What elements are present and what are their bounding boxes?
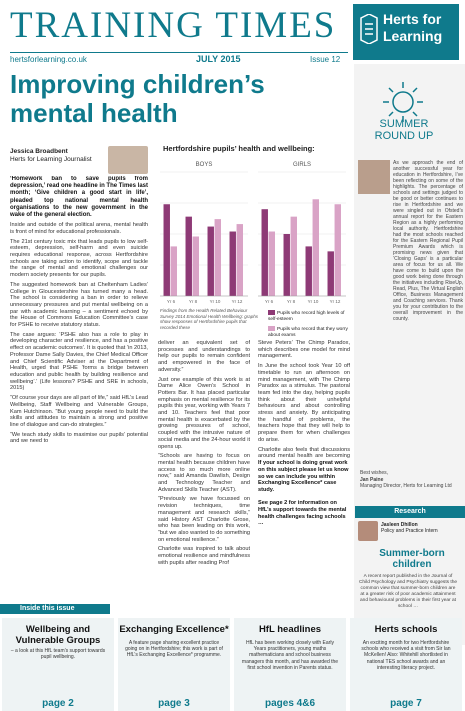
promo-exchanging-excellence[interactable]: Exchanging Excellence* A feature page sharing excellent practice going on in Hertfordshire; this work is part of HfL’s Exchanging Excellence* programme. page 3 (118, 618, 230, 711)
paragraph: Charlotte also feels that discussions around mental health are becoming (258, 446, 350, 458)
promo-page-number[interactable]: page 2 (42, 698, 74, 709)
research-heading: Summer-born children (379, 548, 445, 570)
promo-page-number[interactable]: page 3 (158, 698, 190, 709)
promo-herts-schools[interactable]: Herts schools An exciting month for two Hertfordshire schools who received a visit from Sir Ian McKellen! Also: Whitehill shortlisted in national TES school awards and an interesting literacy project. page 7 (350, 618, 462, 711)
author-role: Herts for Learning Journalist (10, 156, 92, 163)
research-bar: Research (355, 506, 465, 518)
article-column-2 (158, 340, 250, 602)
chart-bar (262, 209, 268, 296)
chart-bar (328, 251, 334, 296)
summer-roundup-heading: SUMMER ROUND UP (374, 118, 434, 142)
article-lead: ‘Homework ban to save pupils from depression,’ read one headline in The Times last month; ‘Give children a good start in life’, pleaded top national mental health organisations to the new government in the wake of the general election. (10, 176, 148, 219)
paragraph: “Of course your days are all part of life,” said HfL’s Lead Wellbeing, Staff Wellbeing and Vulnerable Groups, Kam Hutchinson. “But young people need to build the skills and attitudes to maintain a strong and positive line of dialogue and can-do strategies.” (10, 395, 148, 428)
chart-bar (164, 204, 170, 296)
paragraph: The 21st century toxic mix that leads pupils to low self-esteem, depression, self-harm and even suicide requires educational response, across Hertfordshire schools are taking action to identify, scope and tackle the range of mental and emotional challenges our modern society presents for our pupils. (10, 238, 148, 279)
chart-panel-label: GIRLS (292, 162, 312, 168)
wellbeing-bar-chart (156, 158, 350, 308)
chart-bar (208, 227, 214, 296)
chart-legend (268, 310, 352, 339)
chart-bar (335, 204, 341, 296)
masthead-rule (10, 52, 348, 53)
chart-tick-label: Yr 8 (188, 299, 198, 304)
chart-bar (230, 232, 236, 296)
chart-title: Hertfordshire pupils’ health and wellbeing: (163, 144, 315, 153)
chart-tick-label: Yr 12 (231, 299, 243, 304)
chart-tick-label: Yr 6 (166, 299, 176, 304)
newsletter-title: TRAINING TIMES (10, 5, 337, 46)
chart-bar (269, 232, 275, 296)
paragraph: “Schools are having to focus on mental health because children have access to so much more online now,” said Amanda Dawlish, Design and Technology Teacher and Advanced Skills Teacher (AST). (158, 453, 250, 493)
research-byline: Jasleen Dhillon Policy and Practice Intern (381, 522, 438, 534)
chart-bar (291, 217, 297, 296)
chart-bar (313, 199, 319, 296)
summer-roundup-body: As we approach the end of another successful year for education in Hertfordshire, I’ve been reflecting on some of the highlights. The percentage of schools and settings judged to be good or better continues to rise in Hertfordshire and we were singled out in Ofsted’s annual report for the Eastern Region as a highly performing local authority. Hertfordshire had the most schools reached for the Eastern Regional Pupil Premium Awards which is promising news given that ‘Closing Gaps’ is a particular area of focus for us all. We have come to build upon the good work being done through the initiatives including RiseUp, Read, Plus, The Virtual English Office, Business Management and Coaching services. Thank you for your contribution to the overall improvement in the county. (393, 160, 463, 322)
callout-text: See page 2 for information on HfL’s support towards the mental health challenges facing schools … (258, 499, 347, 527)
article-headline: Improving children’s mental health (10, 69, 265, 128)
chart-tick-label: Yr 10 (307, 299, 319, 304)
chart-tick-label: Yr 10 (209, 299, 221, 304)
research-body: A recent report published in the Journal of Child Psychology and Psychiatry suggests the common view that summer-born children are at a greater risk of poor academic attainment and behavioural problems in their first year at school … (358, 574, 458, 609)
author-photo (108, 146, 148, 174)
chart-bar (186, 217, 192, 296)
summer-roundup-signoff: Best wishes, Jan Paine Managing Director, Herts for Learning Ltd (360, 470, 455, 490)
chart-bar (171, 246, 177, 296)
chart-bar (215, 219, 221, 296)
research-author-photo (358, 521, 378, 541)
chart-note: Findings from the Health Related Behaviour Survey 2014 Emotional Health Wellbeing: graphs show responses of Hertfordshire pupils that recorded these (160, 308, 258, 330)
paragraph: Charlotte was inspired to talk about emotional resilience and mindfulness with pupils after reading Prof (158, 546, 250, 566)
article-column-3 (258, 340, 350, 458)
paragraph: “We teach study skills to maximise our pupils’ potential and we need to (10, 431, 148, 445)
legend-item: Pupils who record high levels of self-esteem (268, 310, 345, 322)
logo-mark-icon (359, 14, 379, 44)
herts-for-learning-logo[interactable] (353, 4, 459, 60)
paragraph: Just one example of this work is at Dame Alice Owen’s School in Potters Bar. It has placed particular emphasis on mental resilience for its pupils this year, working with Years 7 and 10. Teachers feel that poor mental health is exacerbated by the growing pressures of school, coupled with the intrusive nature of social media and the 24-hour world it opens up. (158, 376, 250, 450)
paragraph: Inside and outside of the political arena, mental health is front of mind for educational professionals. (10, 222, 148, 235)
signatory-name: Jan Paine (360, 476, 384, 483)
chart-tick-label: Yr 12 (329, 299, 341, 304)
chart-tick-label: Yr 6 (264, 299, 274, 304)
chart-panel-label: BOYS (195, 162, 213, 168)
author-name: Jessica Broadbent (10, 148, 68, 155)
signatory-role: Managing Director, Herts for Learning Ltd (360, 483, 452, 489)
chart-bar (306, 246, 312, 296)
issue-date: JULY 2015 (196, 54, 241, 64)
chart-tick-label: Yr 8 (286, 299, 296, 304)
article-callout (258, 460, 350, 527)
chart-bar (237, 224, 243, 296)
chart-bar (193, 236, 199, 296)
paragraph: In June the school took Year 10 off timetable to run an afternoon on mind management, with The Chimp Paradox as a stimulus. The pastoral team fed into the day, helping pupils think about their unhelpful behaviours and about controlling stress and anxiety. By anticipating the handful of problems, the teachers hope that they will help to prepare them for when challenges do arise. (258, 363, 350, 443)
paragraph: “Previously we have focussed on revision techniques, time management and research skills,” said History AST Charlotte Grose, who has been leading on this work, “but we also wanted to do something on emotional resilience.” (158, 496, 250, 543)
legend-item: Pupils who record that they worry about exams (268, 326, 348, 338)
promo-page-number[interactable]: page 7 (390, 698, 422, 709)
managing-director-photo (358, 160, 390, 194)
inside-this-issue (0, 618, 465, 711)
paragraph: Steve Peters’ The Chimp Paradox, which describes one model for mind management. (258, 340, 350, 360)
chart-bar (284, 234, 290, 296)
logo-text: Herts for Learning (383, 11, 443, 44)
promo-page-number[interactable]: pages 4&6 (264, 698, 316, 709)
promo-wellbeing[interactable]: Wellbeing and Vulnerable Groups – a look at this HfL team’s support towards pupil wellbeing. page 2 (2, 618, 114, 711)
paragraph: deliver an equivalent set of processes and understandings to help our pupils to remain confident and empowered in the face of adversity.” (158, 340, 250, 373)
sun-icon (363, 76, 443, 158)
article-column-1 (10, 176, 148, 600)
paragraph: The suggested homework ban at Cheltenham Ladies’ College in Gloucestershire has turned many a head. The school is considering a ban in order to relieve unnecessary pressures and put mental wellbeing on a par with academic learning – a sentiment echoed by the House of Commons Education Committee’s case for PSHE to receive statutory status. (10, 281, 148, 329)
promo-hfl-headlines[interactable]: HfL headlines HfL has been working closely with Early Years practitioners, young maths mathematicians and school business managers this month, and has awarded the first school invention in Parents status. pages 4&6 (234, 618, 346, 711)
article-byline (10, 148, 110, 164)
callout-text: If your school is doing great work on this subject please let us know so we can include you within Exchanging Excellence* case study. (258, 460, 349, 494)
issue-number: Issue 12 (310, 55, 341, 64)
site-url[interactable]: hertsforlearning.co.uk (10, 55, 87, 64)
inside-this-issue-bar: Inside this issue (0, 604, 110, 614)
paragraph: The case argues: ‘PSHE also has a role to play in developing character and resilience, and has a positive effect on academic outcomes’. It is quoted that ‘in 2013, Professor Dame Sally Davies, the Chief Medical Officer and Chief Scientific Adviser at the Department of Health, urged that PSHE ‘forms a bridge between education and public health by building resilience and wellbeing’.’ (Life lessons? PSHE and SRE in schools, 2015) (10, 331, 148, 392)
